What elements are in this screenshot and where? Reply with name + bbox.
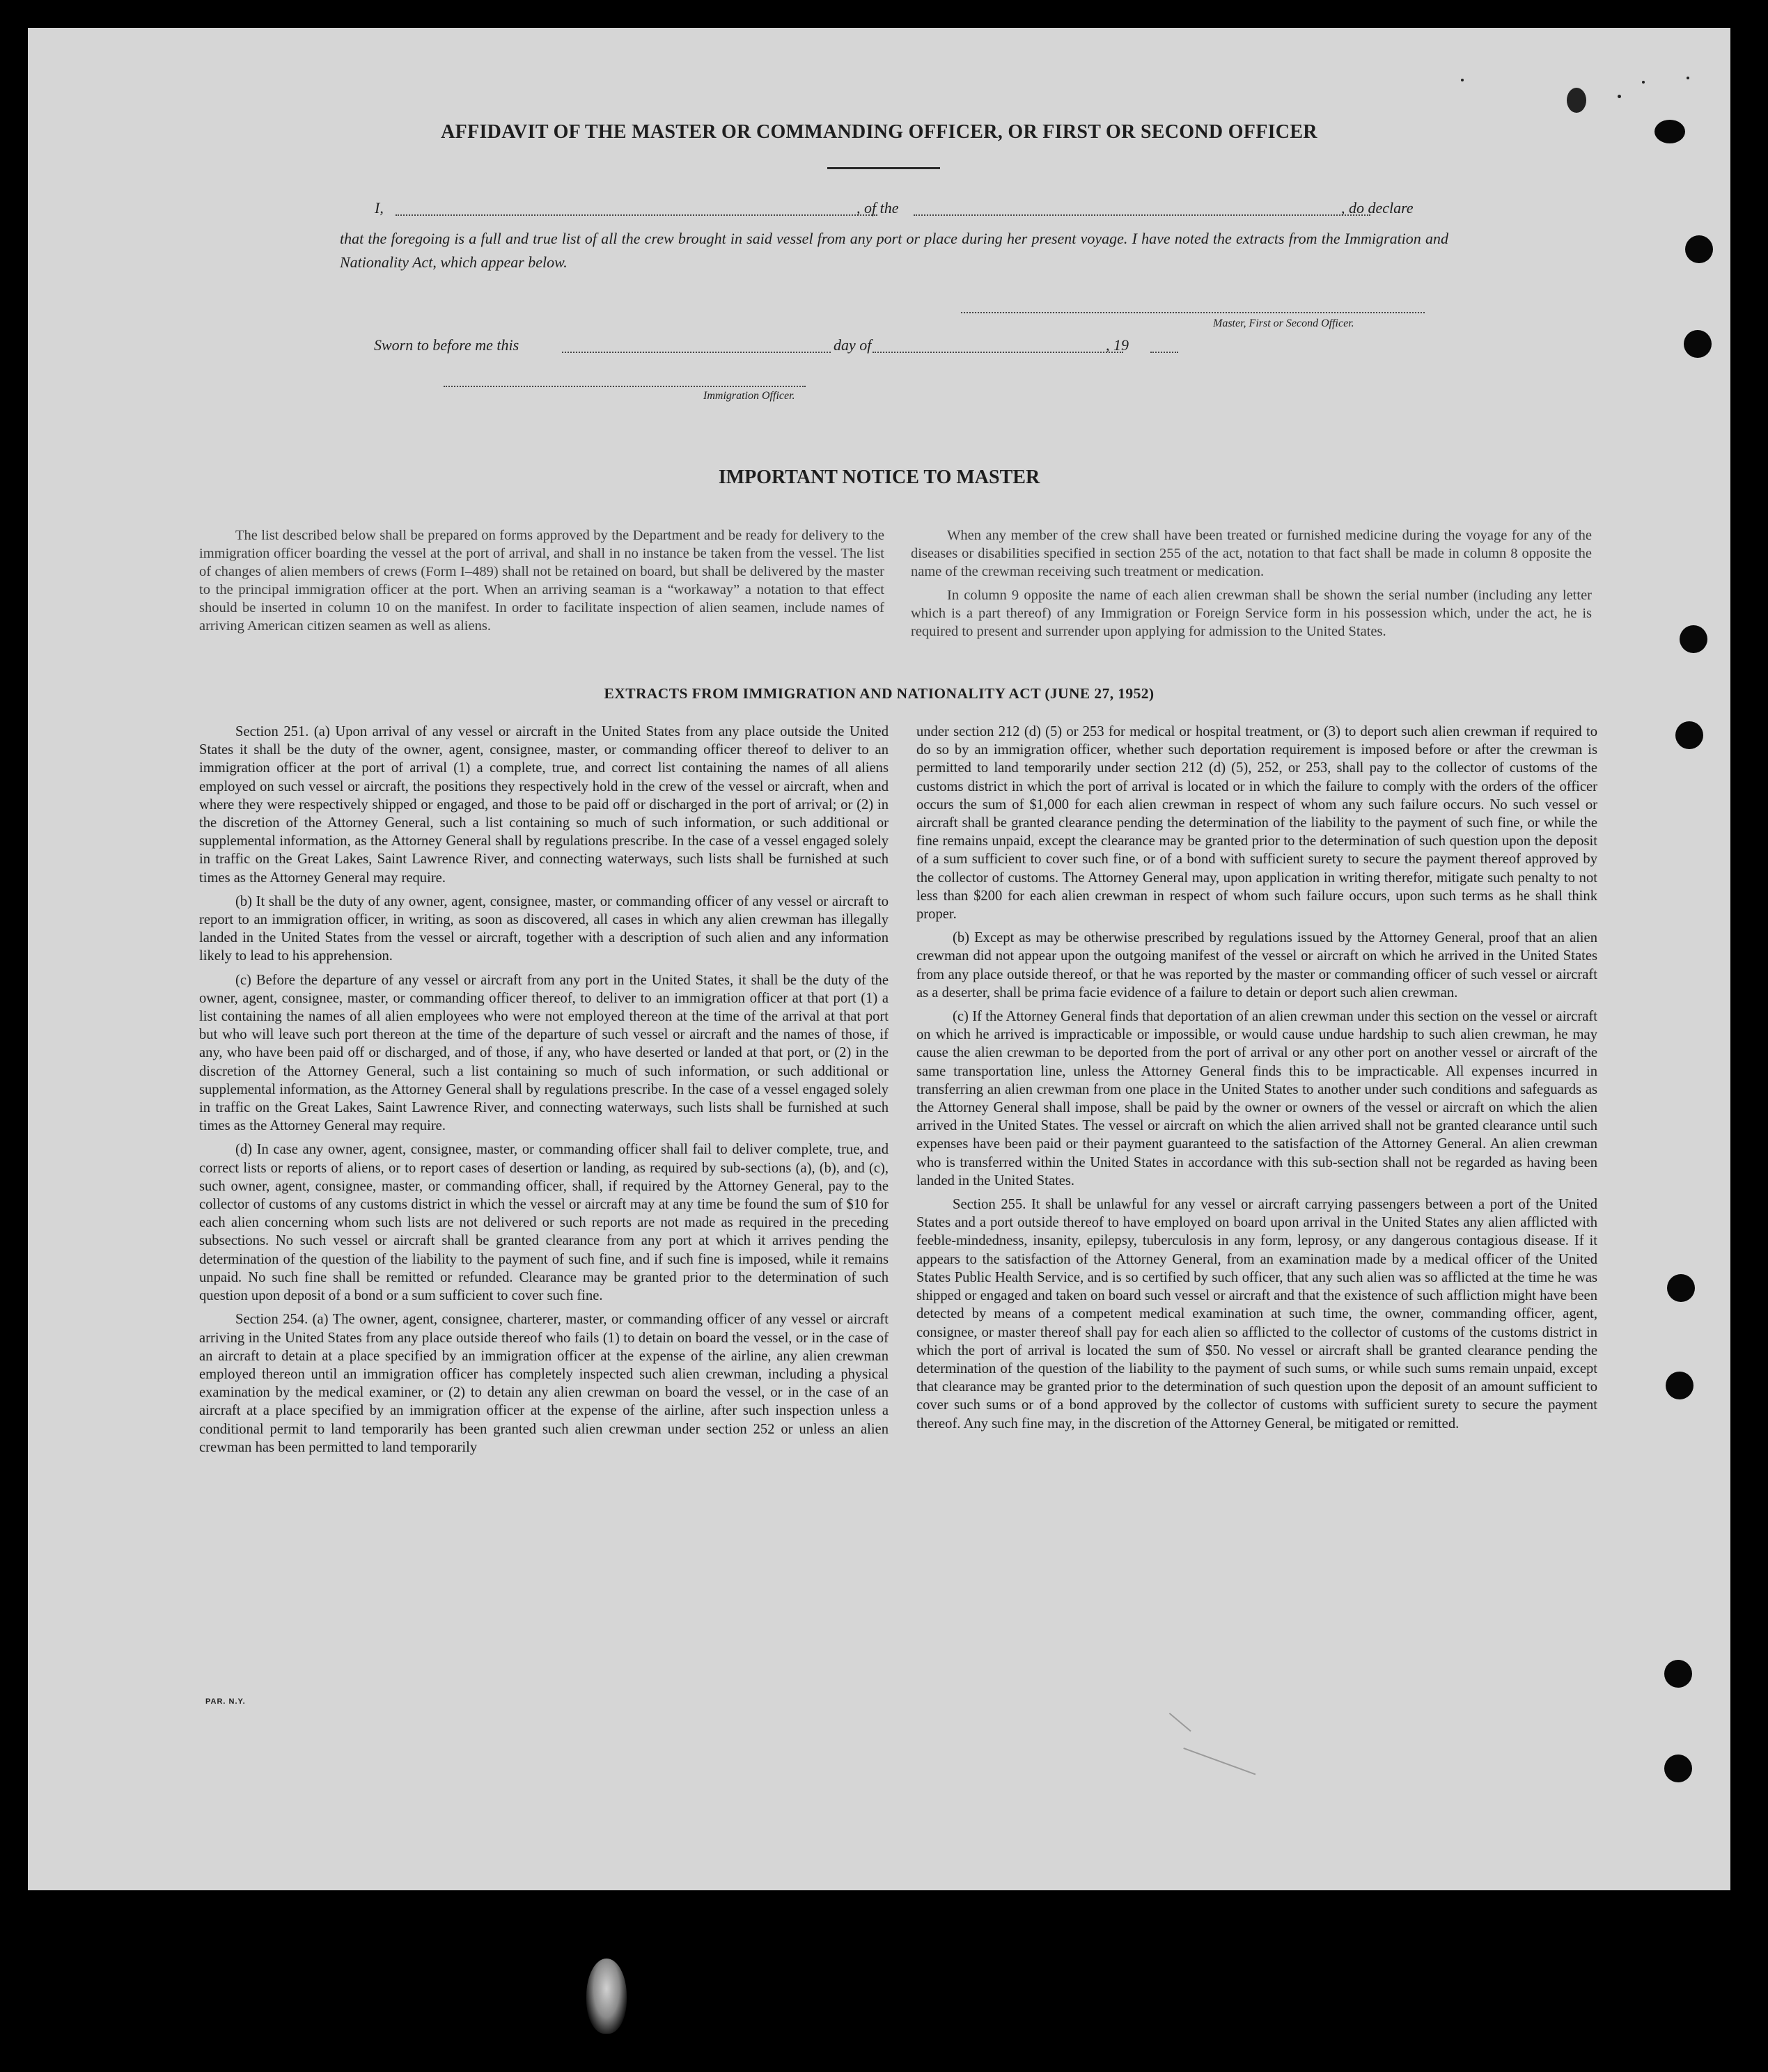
notice-right-paragraph-1: When any member of the crew shall have been treated or furnished medicine during the voyage for any of the diseases or disabilities specified in section 255 of the act, notation to that fact shall be made in column 8 opposite the name of the crewman receiving such treatment or medication. [911, 528, 1592, 579]
affidavit-title: AFFIDAVIT OF THE MASTER OR COMMANDING OFFICER, OR FIRST OR SECOND OFFICER [441, 121, 1317, 143]
binder-hole [1666, 1372, 1693, 1399]
scan-speck [1618, 95, 1621, 98]
extracts-left-column [199, 723, 889, 1462]
declaration-of-the-label: , of the [856, 199, 899, 217]
extract-section-254b: (b) Except as may be otherwise prescribed by regulations issued by the Attorney General, proof that an alien crewman did not appear upon the outgoing manifest of the vessel or aircraft on which he arrived in the United States from any place outside thereof, or that he was reported by the master or commanding officer of such vessel or aircraft as a deserter, shall be prima facie evidence of a failure to detain or deport such alien crewman. [916, 930, 1597, 1000]
binder-hole [1684, 330, 1712, 358]
binder-hole [1680, 625, 1707, 653]
sworn-day-field[interactable] [562, 352, 831, 353]
vessel-name-field[interactable] [914, 214, 1370, 216]
extract-section-254c: (c) If the Attorney General finds that deportation of an alien crewman under this section on the vessel or aircraft on which he arrived is impracticable or impossible, or would cause undue hardship to such alien crewman, he may cause the alien crewman to be deported from the port of arrival or any other port on another vessel or aircraft of the same transportation line, unless the Attorney General finds this to be impracticable. All expenses incurred in transferring an alien crewman from one place in the United States to another under such conditions and safeguards as the Attorney General shall impose, shall be paid by the owner or owners of the vessel or aircraft on which the alien arrived in the United States. The vessel or aircraft on which the alien arrived shall not be granted clearance until such expenses have been paid or their payment guaranteed to the satisfaction of the Attorney General. An alien crewman who is transferred within the United States in accordance with this sub-section shall not be regarded as having been landed in the United States. [916, 1009, 1597, 1188]
extract-section-251d: (d) In case any owner, agent, consignee, master, or commanding officer shall fail to deliver complete, true, and correct lists or reports of aliens, or to report cases of desertion or landing, as required by sub-sections (a), (b), and (c), such owner, agent, consignee, master, or commanding officer, shall, if required by the Attorney General, pay to the collector of customs of any customs district in which the vessel or aircraft may at any time be found the sum of $10 for each alien concerning whom such lists are not delivered or such reports are not made as required in the preceding subsections. No such vessel or aircraft shall be granted clearance from any port at which it arrives pending the determination of the question of the liability to the payment of such fine, and if such fine is imposed, while it remains unpaid. No such fine shall be remitted or refunded. Clearance may be granted prior to the determination of such question upon deposit of a bond or a sum sufficient to cover such fine. [199, 1142, 889, 1304]
binder-hole [1664, 1660, 1692, 1688]
extract-section-251b: (b) It shall be the duty of any owner, agent, consignee, master, or commanding officer of any vessel or aircraft to report to an immigration officer, in writing, as soon as discovered, all cases in which any alien crewman has illegally landed in the United States from the vessel or aircraft, together with a description of such alien and any information likely to lead to his apprehension. [199, 893, 889, 964]
binder-hole [1654, 120, 1685, 143]
binder-hole [1675, 721, 1703, 749]
scan-speck [1642, 81, 1645, 84]
extracts-right-column [916, 723, 1597, 1438]
scan-scratch [1183, 1748, 1255, 1775]
extract-section-251a: Section 251. (a) Upon arrival of any vessel or aircraft in the United States from any place outside the United States it shall be the duty of the owner, agent, consignee, master, or commanding officer thereof to deliver to an immigration officer at the port of arrival (1) a complete, true, and correct list containing the names of all aliens employed on such vessel or aircraft, the positions they respectively hold in the crew of the vessel or aircraft, when and where they were respectively shipped or engaged, and those to be paid off or discharged in the port of arrival; or (2) in the discretion of the Attorney General, such a list containing so much of such information, or such additional or supplemental information, as the Attorney General shall by regulations prescribe. In the case of a vessel engaged solely in traffic on the Great Lakes, Saint Lawrence River, and connecting waterways, such lists shall be furnished at such times as the Attorney General may require. [199, 724, 889, 886]
printer-mark: PAR. N.Y. [205, 1697, 246, 1706]
master-signature-caption: Master, First or Second Officer. [1213, 317, 1354, 329]
scan-speck [1567, 88, 1586, 113]
notice-left-paragraph: The list described below shall be prepared on forms approved by the Department and be ready for delivery to the immigration officer boarding the vessel at the port of arrival, and shall in no instance be taken from the vessel. The list of changes of alien members of crews (Form I–489) shall not be retained on board, but shall be delivered by the master to the principal immigration officer at the port. When an arriving seaman is a “workaway” a notation to that effect should be inserted in column 10 on the manifest. In order to facilitate inspection of alien seamen, include names of arriving American citizen seamen as well as aliens. [199, 528, 884, 634]
year-prefix-label: , 19 [1106, 336, 1129, 354]
sworn-year-field[interactable] [1150, 352, 1178, 353]
declaration-text: that the foregoing is a full and true list of all the crew brought in said vessel from any port or place during her present voyage. I have noted the extracts from the Immigration and Nationality Act, which appear below. [340, 230, 1448, 271]
binder-hole [1685, 235, 1713, 263]
binder-hole [1664, 1755, 1692, 1782]
extract-section-255: Section 255. It shall be unlawful for any vessel or aircraft carrying passengers between a port of the United States and a port outside thereof to have employed on board upon arrival in the United States any alien afflicted with feeble-mindedness, insanity, epilepsy, tuberculosis in any form, leprosy, or any dangerous contagious disease. If it appears to the satisfaction of the Attorney General, from an examination made by a medical officer of the United States Public Health Service, and is so certified by such officer, that any such alien was so afflicted at the time he was shipped or engaged and taken on board such vessel or aircraft and that the existence of such affliction might have been detected by means of a competent medical examination at such time, the owner, commanding officer, agent, consignee, or master thereof shall pay for each alien so afflicted to the collector of customs of the customs district in which the port of arrival is located the sum of $50. No vessel or aircraft shall be granted clearance pending the determination of the question of the liability to the payment of such sums, or while such sums remain unpaid, except that clearance may be granted prior to the determination of such question upon the deposit of an amount sufficient to cover such sums or of a bond approved by the collector of customs with sufficient surety to secure the payment thereof. Any such fine may, in the discretion of the Attorney General, be mitigated or remitted. [916, 1197, 1597, 1431]
sworn-month-field[interactable] [873, 352, 1123, 353]
scan-speck [1461, 79, 1464, 81]
day-of-label: day of [834, 336, 872, 354]
declarant-name-field[interactable] [396, 214, 877, 216]
declaration-do-declare-label: , do declare [1341, 199, 1414, 217]
scan-scratch [1169, 1713, 1191, 1732]
declaration-i-label: I, [375, 199, 384, 217]
master-signature-field[interactable] [961, 312, 1425, 313]
notice-left-column [199, 526, 884, 641]
notice-right-paragraph-2: In column 9 opposite the name of each alien crewman shall be shown the serial number (including any letter which is a part thereof) of any Immigration or Foreign Service form in his possession which, under the act, he is required to present and surrender upon applying for admission to the United States. [911, 588, 1592, 639]
binder-hole [1667, 1274, 1695, 1302]
officer-signature-field[interactable] [444, 386, 806, 387]
sworn-before-label: Sworn to before me this [374, 336, 519, 354]
scan-speck [1687, 77, 1689, 79]
officer-signature-caption: Immigration Officer. [703, 390, 795, 402]
extract-section-254a: Section 254. (a) The owner, agent, consignee, charterer, master, or commanding officer of any vessel or aircraft arriving in the United States from any place outside thereof who fails (1) to detain on board the vessel, or in the case of an aircraft to detain at a place specified by an immigration officer at the expense of the airline, any alien crewman employed thereon until an immigration officer has completely inspected such alien crewman, including a physical examination by the medical examiner, or (2) to detain any alien crewman on board the vessel, or in the case of an aircraft at a place specified by an immigration officer at the expense of the airline, after such inspection unless a conditional permit to land temporarily has been granted such alien crewman under section 252 or unless an alien crewman has been permitted to land temporarily [199, 1312, 889, 1455]
notice-right-column [911, 526, 1592, 646]
notice-title: IMPORTANT NOTICE TO MASTER [718, 466, 1040, 488]
title-divider [827, 167, 940, 169]
extracts-title: EXTRACTS FROM IMMIGRATION AND NATIONALITY ACT (JUNE 27, 1952) [604, 685, 1155, 702]
extract-section-254a-continued: under section 212 (d) (5) or 253 for medical or hospital treatment, or (3) to deport such alien crewman if required to do so by an immigration officer, whether such deportation requirement is imposed before or after the crewman is permitted to land temporarily under section 212 (d) (5), 252, or 253, shall pay to the collector of customs of the customs district in which the port of arrival is located or in which the failure to comply with the orders of the officer occurs the sum of $1,000 for each alien crewman in respect of whom any such failure occurs. No such vessel or aircraft shall be granted clearance pending the determination of the liability to the payment of such fine, or while the fine remains unpaid, except the clearance may be granted prior to the determination of such question upon the deposit of a sum sufficient to cover such fine, or of a bond with sufficient surety to secure the payment thereof approved by the collector of customs. The Attorney General may, upon application in writing therefor, mitigate such penalty to not less than $200 for each alien crewman in respect of whom such failure occurs, upon such terms as he shall think proper. [916, 724, 1597, 923]
light-flare [586, 1959, 627, 2034]
extract-section-251c: (c) Before the departure of any vessel or aircraft from any port in the United States, it shall be the duty of the owner, agent, consignee, master, or commanding officer thereof, to deliver to an immigration officer at that port (1) a list containing the names of all alien employees who were not employed thereon at the time of the arrival at that port but who will leave such port thereon at the time of the departure of such vessel or aircraft and the names of those, if any, who have been paid off or discharged, and of those, if any, who have deserted or landed at that port, or (2) in the discretion of the Attorney General, such a list containing so much of such information, or such additional or supplemental information, as the Attorney General shall by regulations prescribe. In the case of a vessel engaged solely in traffic on the Great Lakes, Saint Lawrence River, and connecting waterways, such lists shall be furnished at such times as the Attorney General may require. [199, 972, 889, 1134]
form-sheet [28, 28, 1730, 1890]
